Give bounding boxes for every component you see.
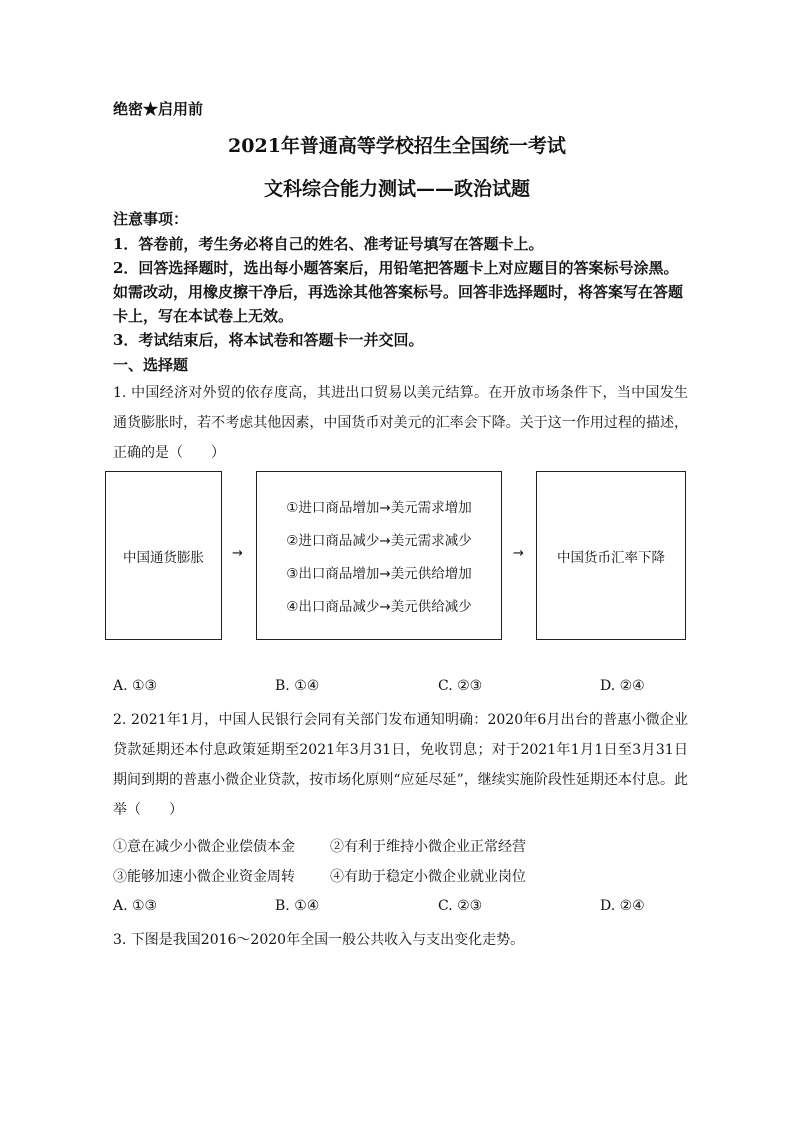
confidential-label: 绝密★启用前 [113, 100, 204, 118]
option-c: C. ②③ [438, 898, 483, 914]
question-1-stem: 1. 中国经济对外贸的依存度高，其进出口贸易以美元结算。在开放市场条件下，当中国发生通货膨胀时，若不考虑其他因素，中国货币对美元的汇率会下降。关于这一作用过程的描述，正确的是（ ） [113, 385, 688, 461]
flow-process-item: ④出口商品减少→美元供给减少 [286, 599, 472, 615]
option-a: A. ①③ [113, 678, 158, 694]
option-d: D. ②④ [600, 898, 645, 914]
flow-box-result-label: 中国货币汇率下降 [557, 549, 665, 566]
notes-heading: 注意事项： [113, 210, 189, 228]
statement-4: ④有助于稳定小微企业就业岗位 [330, 869, 526, 885]
option-d: D. ②④ [600, 678, 645, 694]
flow-process-item: ①进口商品增加→美元需求增加 [286, 500, 472, 516]
exam-subtitle: 文科综合能力测试——政治试题 [263, 178, 530, 200]
section-heading: 一、选择题 [113, 356, 189, 374]
note-item: 2．回答选择题时，选出每小题答案后，用铅笔把答题卡上对应题目的答案标号涂黑。如需改动，用橡皮擦干净后，再选涂其他答案标号。回答非选择题时，将答案写在答题卡上，写在本试卷上无效。 [113, 259, 684, 325]
flow-box-cause [105, 471, 222, 640]
question-3-stem: 3. 下图是我国2016～2020年全国一般公共收入与支出变化走势。 [113, 932, 525, 948]
flow-process-item: ②进口商品减少→美元需求减少 [286, 533, 472, 549]
note-item: 3．考试结束后，将本试卷和答题卡一并交回。 [113, 331, 424, 349]
flow-arrow-icon: → [232, 546, 243, 561]
option-c: C. ②③ [438, 678, 483, 694]
exam-title: 2021年普通高等学校招生全国统一考试 [228, 135, 566, 157]
option-a: A. ①③ [113, 898, 158, 914]
note-item: 1．答卷前，考生务必将自己的姓名、准考证号填写在答题卡上。 [113, 235, 544, 253]
question-2-stem: 2. 2021年1月，中国人民银行会同有关部门发布通知明确：2020年6月出台的普惠小微企业贷款延期还本付息政策延期至2021年3月31日，免收罚息；对于2021年1月1日至3月31日期间到期的普惠小微企业贷款，按市场化原则“应延尽延”，继续实施阶段性延期还本付息。此举（ ） [113, 712, 688, 818]
statement-3: ③能够加速小微企业资金周转 [113, 869, 295, 885]
flow-box-result [536, 471, 686, 640]
flow-process-item: ③出口商品增加→美元供给增加 [286, 566, 472, 582]
statement-2: ②有利于维持小微企业正常经营 [330, 839, 526, 855]
statement-1: ①意在减少小微企业偿债本金 [113, 839, 295, 855]
flow-arrow-icon: → [513, 546, 524, 561]
flow-box-cause-label: 中国通货膨胀 [123, 549, 204, 566]
option-b: B. ①④ [275, 898, 320, 914]
option-b: B. ①④ [275, 678, 320, 694]
flow-box-process [256, 471, 502, 640]
